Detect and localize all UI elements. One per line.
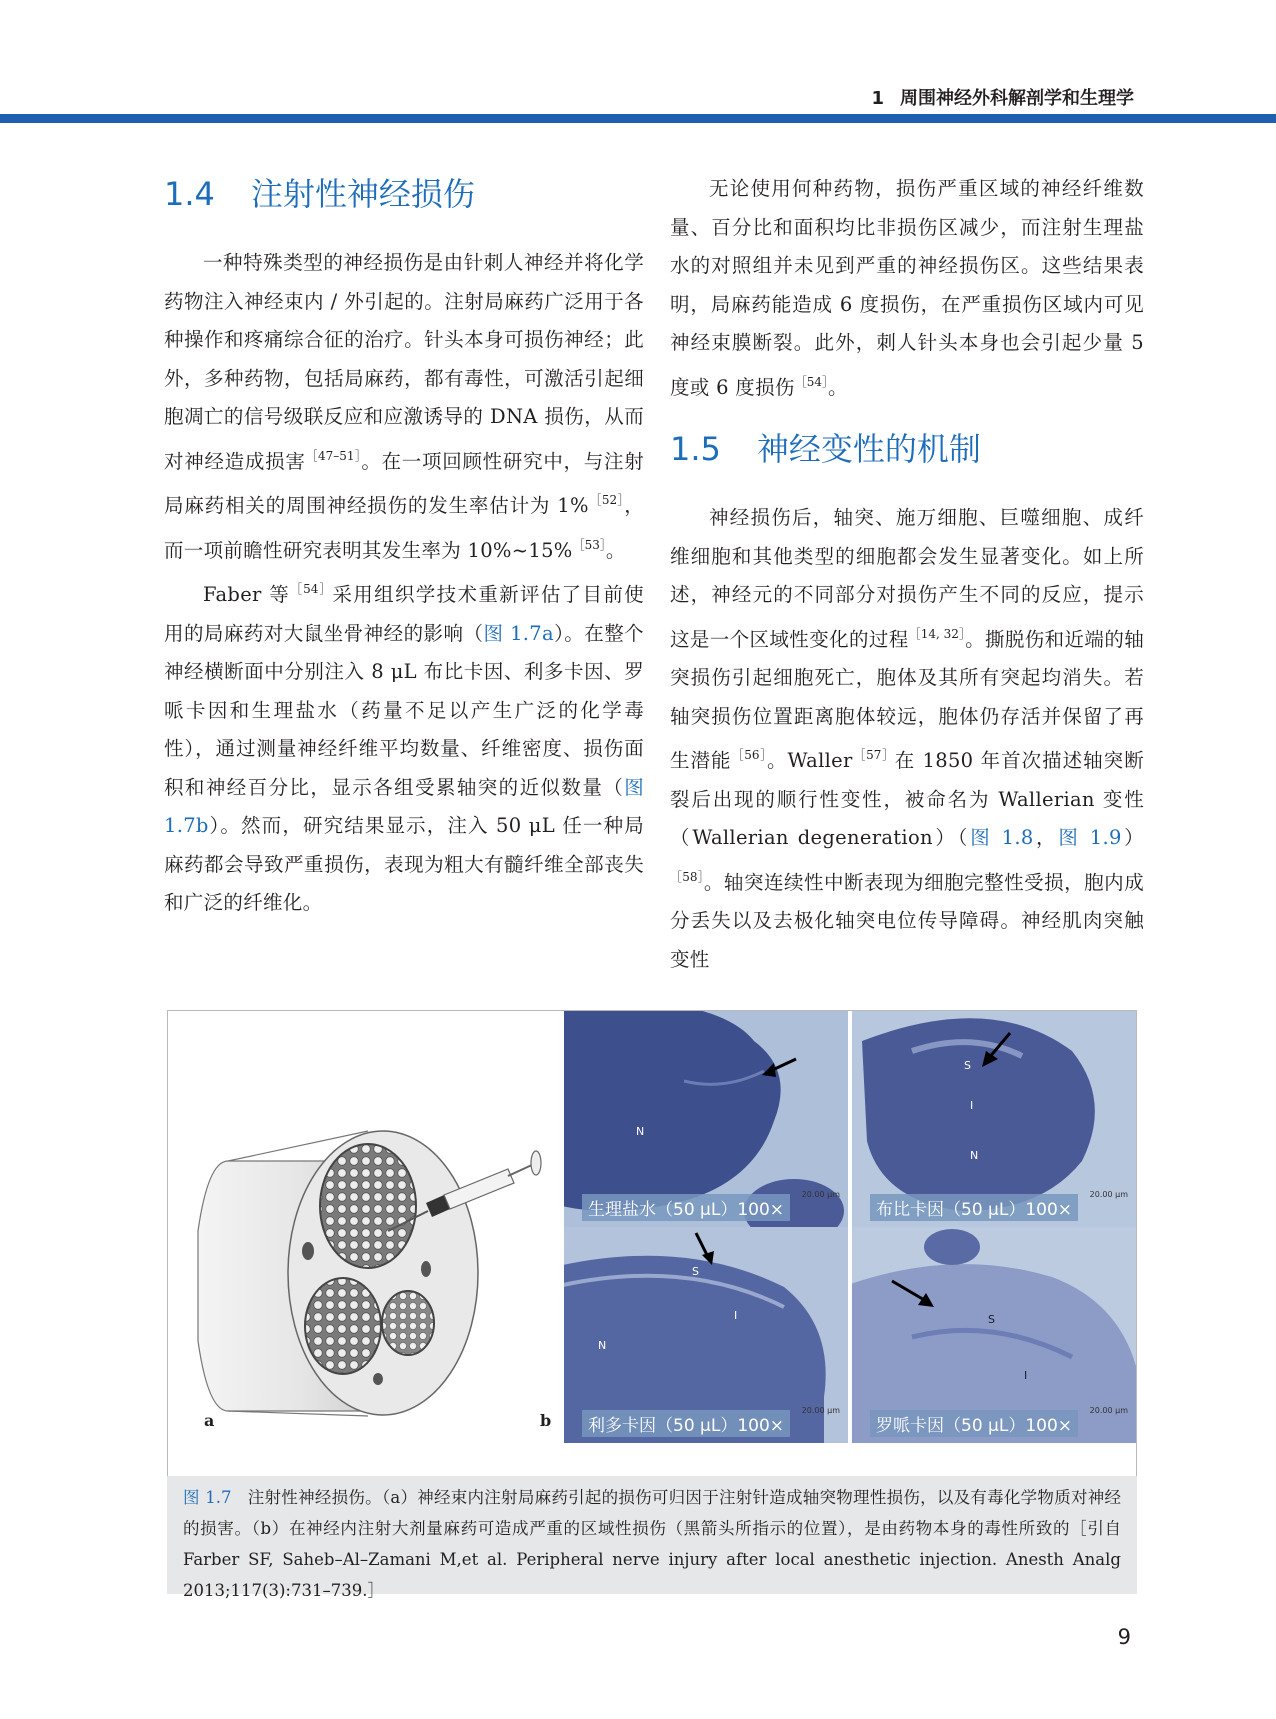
- text: ）。在整个神经横断面中分别注入 8 μL 布比卡因、利多卡因、罗哌卡因和生理盐水（药量不足以产生广泛的化学毒性），通过测量神经纤维平均数量、纤维密度、损伤面积和神经百分比，显示各组受累轴突的近似数量（: [164, 621, 644, 799]
- citation: ［54］: [290, 582, 333, 596]
- tag-s: S: [964, 1059, 971, 1072]
- text: 。: [828, 375, 848, 399]
- text: 。: [605, 538, 626, 562]
- text: 神经损伤后，轴突、施万细胞、巨噬细胞、成纤维细胞和其他类型的细胞都会发生显著变化。如上所述，神经元的不同部分对损伤产生不同的反应，提示这是一个区域性变化的过程: [670, 506, 1144, 651]
- citation: ［54］: [794, 374, 828, 389]
- citation: ［47–51］: [305, 448, 362, 463]
- citation: ［56］: [731, 748, 767, 762]
- section-heading-1-4: [164, 170, 644, 218]
- right-column: [670, 170, 1144, 979]
- tag-n: N: [970, 1149, 979, 1162]
- tag-i: I: [970, 1099, 974, 1112]
- micrograph-ropivacaine: [852, 1227, 1136, 1443]
- figure-link[interactable]: 图 1.8: [970, 826, 1034, 849]
- panel-label-saline: 生理盐水（50 μL）100×: [582, 1194, 790, 1221]
- text: ）: [1121, 826, 1144, 849]
- paragraph: [670, 170, 1144, 407]
- figure-link[interactable]: 图 1.7b: [164, 775, 644, 837]
- panel-label-bupivacaine: 布比卡因（50 μL）100×: [870, 1194, 1078, 1221]
- figure-link[interactable]: 图 1.9: [1058, 826, 1122, 849]
- citation: ［58］: [670, 869, 704, 884]
- text: 。在一项回顾性研究中，与注射局麻药相关的周围神经损伤的发生率估计为 1%: [164, 449, 644, 517]
- text: 。轴突连续性中断表现为细胞完整性受损，胞内成分丢失以及去极化轴突电位传导障碍。神经肌肉突触变性: [670, 870, 1144, 971]
- tag-n: N: [636, 1125, 645, 1138]
- paragraph: [164, 244, 644, 570]
- scale-bar-text: 20.00 µm: [1089, 1406, 1128, 1415]
- panel-label-lidocaine: 利多卡因（50 μL）100×: [582, 1410, 790, 1437]
- panel-b-letter: b: [540, 1411, 552, 1430]
- figure-1-7: [167, 1010, 1137, 1478]
- text: 采用组织学技术重新评估了目前使用的局麻药对大鼠坐骨神经的影响（: [164, 583, 644, 645]
- citation: ［14, 32］: [908, 626, 966, 641]
- micrograph-bupivacaine: [852, 1011, 1136, 1227]
- citation: ［57］: [852, 748, 895, 762]
- chapter-number: 1: [871, 88, 884, 109]
- caption-text: 注射性神经损伤。（a）神经束内注射局麻药引起的损伤可归因于注射针造成轴突物理性损伤，以及有毒化学物质对神经的损害。（b）在神经内注射大剂量麻药可造成严重的区域性损伤（黑箭头所指示的位置），是由药物本身的毒性所致的［引自 Farber SF, Saheb–Al–Zamani M,et al. Peripheral nerve injury after local anesthetic injection. Anesth Analg 2013;117(3):731–739.］: [183, 1488, 1121, 1600]
- tag-s: S: [692, 1265, 699, 1278]
- tag-i: I: [1024, 1369, 1028, 1382]
- text: 。撕脱伤和近端的轴突损伤引起细胞死亡，胞体及其所有突起均消失。若轴突损伤位置距离胞体较远，胞体仍存活并保留了再生潜能: [670, 627, 1144, 772]
- caption-figure-number: 图 1.7: [183, 1488, 232, 1507]
- micrograph-lidocaine: [564, 1227, 848, 1443]
- header-rule: [0, 114, 1276, 123]
- scale-bar-text: 20.00 µm: [1089, 1190, 1128, 1199]
- figure-caption: [167, 1476, 1137, 1600]
- text: Faber 等: [203, 583, 291, 606]
- panel-a-illustration: [168, 1011, 564, 1441]
- text: ，而一项前瞻性研究表明其发生率为 10%~15%: [164, 494, 644, 562]
- section-title: 神经变性的机制: [756, 430, 981, 468]
- left-column: [164, 170, 644, 923]
- citation: ［52］: [588, 493, 625, 507]
- text: 。Waller: [767, 749, 853, 772]
- text: ）。然而，研究结果显示，注入 50 μL 任一种局麻药都会导致严重损伤，表现为粗大有髓纤维全部丧失和广泛的纤维化。: [164, 814, 644, 914]
- scale-bar-text: 20.00 µm: [801, 1190, 840, 1199]
- running-head: [871, 84, 1134, 110]
- page-number: 9: [1117, 1625, 1131, 1649]
- citation: ［53］: [572, 537, 606, 552]
- section-title: 注射性神经损伤: [250, 175, 475, 213]
- chapter-title: 周围神经外科解剖学和生理学: [900, 88, 1134, 109]
- panel-a-letter: a: [204, 1411, 215, 1430]
- paragraph: [670, 499, 1144, 979]
- tag-n: N: [598, 1339, 607, 1352]
- section-heading-1-5: [670, 425, 1144, 473]
- micrograph-saline: [564, 1011, 848, 1227]
- text: 一种特殊类型的神经损伤是由针刺人神经并将化学药物注入神经束内 / 外引起的。注射局麻药广泛用于各种操作和疼痛综合征的治疗。针头本身可损伤神经；此外，多种药物，包括局麻药，都有毒性，可激活引起细胞凋亡的信号级联反应和应激诱导的 DNA 损伤，从而对神经造成损害: [164, 251, 644, 473]
- scale-bar-text: 20.00 µm: [801, 1406, 840, 1415]
- section-number: 1.4: [164, 175, 215, 213]
- tag-s: S: [988, 1313, 995, 1326]
- text: 在 1850 年首次描述轴突断裂后出现的顺行性变性，被命名为 Wallerian 变性（Wallerian degeneration）（: [670, 749, 1144, 849]
- paragraph: [164, 570, 644, 923]
- panel-label-ropivacaine: 罗哌卡因（50 μL）100×: [870, 1410, 1078, 1437]
- figure-link[interactable]: 图 1.7a: [483, 621, 554, 645]
- nerve-injection-illustration: [168, 1011, 564, 1441]
- text: 无论使用何种药物，损伤严重区域的神经纤维数量、百分比和面积均比非损伤区减少，而注射生理盐水的对照组并未见到严重的神经损伤区。这些结果表明，局麻药能造成 6 度损伤，在严重损伤区域内可见神经束膜断裂。此外，刺人针头本身也会引起少量 5 度或 6 度损伤: [670, 177, 1144, 399]
- section-number: 1.5: [670, 430, 721, 468]
- text: ，: [1033, 826, 1059, 849]
- tag-i: I: [734, 1309, 738, 1322]
